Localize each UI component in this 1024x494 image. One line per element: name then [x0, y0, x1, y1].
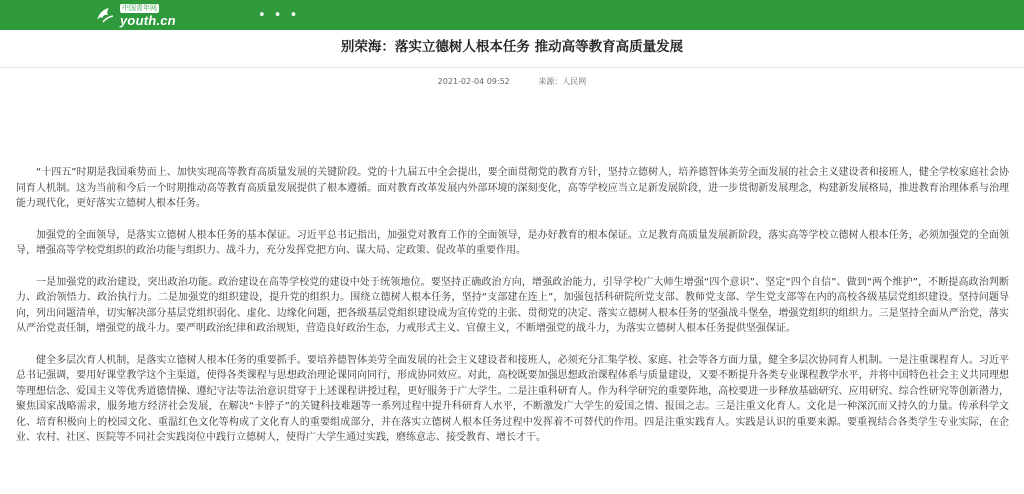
article-paragraph: 健全多层次育人机制，是落实立德树人根本任务的重要抓手。要培养德智体美劳全面发展的社会主义建设者和接班人，必须充分汇集学校、家庭、社会等各方面力量，健全多层次协同育人机制。一是注重课程育人。习近平总书记强调，要用好课堂教学这个主渠道，使得各类课程与思想政治理论课同向同行，形成协同效应。对此，高校既要加强思想政治课程体系与质量建设，又要不断提升各类专业课程教学水平，并将中国特色社会主义共同理想等理想信念、爱国主义等优秀道德情操、遵纪守法等法治意识贯穿于上述课程讲授过程，更好服务于广大学生。二是注重科研育人。作为科学研究的重要阵地，高校要进一步释放基础研究、应用研究、综合性研究等创新潜力，聚焦国家战略需求，服务地方经济社会发展，在解决“卡脖子”的关键科技难题等一系列过程中提升科研育人水平，不断激发广大学生的爱国之情、报国之志。三是注重文化育人。文化是一种深沉而又持久的力量。传承科学文化、培育积极向上的校园文化、重温红色文化等构成了文化育人的重要组成部分，并在落实立德树人根本任务过程中发挥着不可替代的作用。四是注重实践育人。实践是认识的重要来源。要重视结合各类学生专业实际，在企业、农村、社区、医院等不同社会实践岗位中践行立德树人，使得广大学生通过实践，磨练意志、接受教育、增长才干。	[16, 354, 1009, 443]
article-meta	[0, 76, 1024, 87]
title-divider	[0, 67, 1024, 68]
top-nav-bar	[0, 0, 1024, 30]
article-title: 别荣海：落实立德树人根本任务 推动高等教育高质量发展	[340, 39, 684, 55]
site-logo[interactable]	[94, 1, 176, 29]
article-source: 来源：人民网	[538, 77, 587, 86]
youth-logo-icon	[94, 4, 116, 26]
article-paragraph: “十四五”时期是我国乘势而上、加快实现高等教育高质量发展的关键阶段。党的十九届五中全会提出，要全面贯彻党的教育方针，坚持立德树人，培养德智体美劳全面发展的社会主义建设者和接班人，健全学校家庭社会协同育人机制。这为当前和今后一个时期推动高等教育高质量发展提供了根本遵循。面对教育改革发展内外部环境的深刻变化，高等学校应当立足新发展阶段，进一步贯彻新发展理念，构建新发展格局，推进教育治理体系与治理能力现代化，更好落实立德树人根本任务。	[16, 167, 1009, 209]
publish-datetime: 2021-02-04 09:52	[437, 77, 510, 86]
article-paragraph: 加强党的全面领导，是落实立德树人根本任务的基本保证。习近平总书记指出，加强党对教育工作的全面领导，是办好教育的根本保证。立足教育高质量发展新阶段，落实高等学校立德树人根本任务，必须加强党的全面领导，增强高等学校党组织的政治功能与组织力、战斗力，充分发挥党把方向、谋大局、定政策、促改革的重要作用。	[16, 229, 1009, 256]
logo-badge: 中国青年网	[122, 3, 157, 12]
article-body	[16, 165, 1009, 462]
more-dots-icon[interactable]: • • •	[258, 8, 300, 23]
logo-domain: youth.cn	[120, 12, 176, 28]
article-paragraph: 一是加强党的政治建设，突出政治功能。政治建设在高等学校党的建设中处于统领地位。要坚持正确政治方向，增强政治能力，引导学校广大师生增强“四个意识”、坚定“四个自信”、做到“两个维护”，不断提高政治判断力、政治领悟力、政治执行力。二是加强党的组织建设，提升党的组织力。围绕立德树人根本任务，坚持“支部建在连上”，加强包括科研院所党支部、教师党支部、学生党支部等在内的高校各级基层党组织建设。坚持问题导向，列出问题清单，切实解决部分基层党组织弱化、虚化、边缘化问题，把各级基层党组织建设成为宣传党的主张、贯彻党的决定、落实立德树人根本任务的坚强战斗堡垒，增强党组织的组织力。三是坚持全面从严治党，落实从严治党责任制，增强党的战斗力。要严明政治纪律和政治规矩，营造良好政治生态，力戒形式主义、官僚主义，不断增强党的战斗力，为落实立德树人根本任务提供坚强保证。	[16, 276, 1009, 334]
